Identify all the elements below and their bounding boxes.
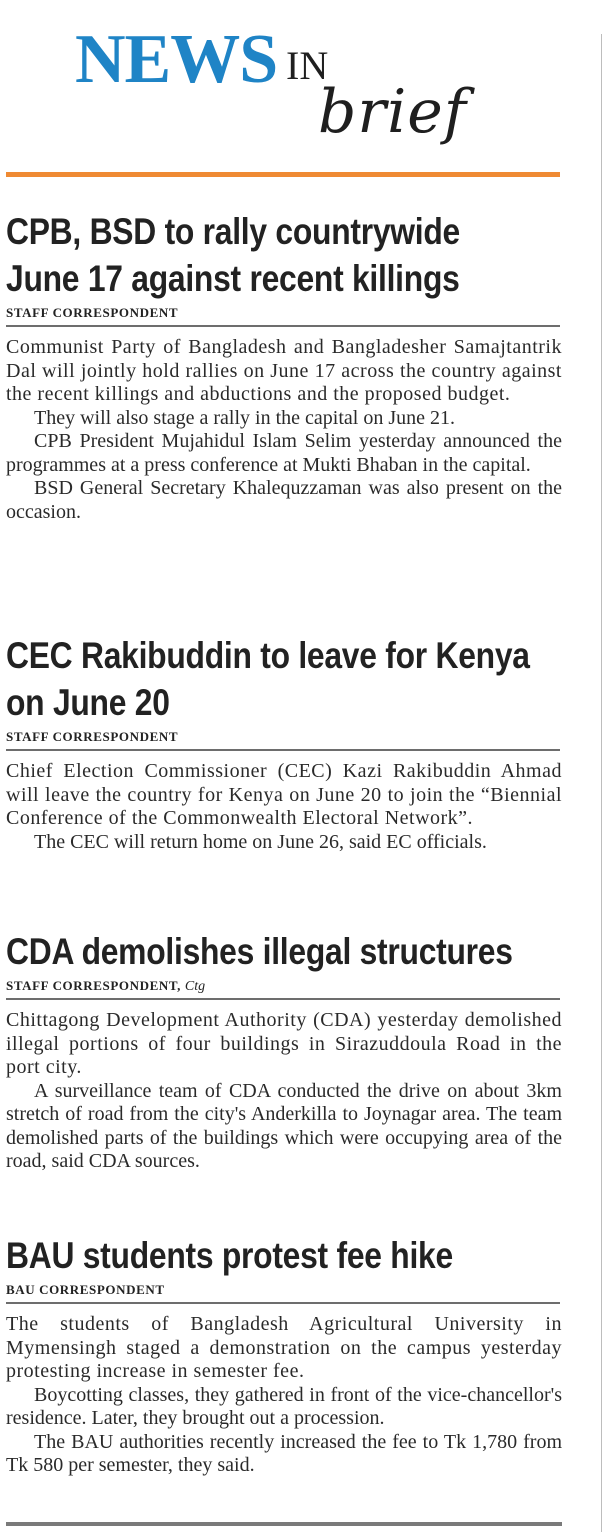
story-paragraph: Chittagong Development Authority (CDA) yesterday demolished illegal portions of four buildings in Sirazuddoula Road in the port city.: [6, 1009, 562, 1078]
story-headline: [6, 928, 561, 975]
news-in-brief-masthead: [0, 0, 590, 180]
story-headline: [6, 632, 561, 726]
story-paragraph: They will also stage a rally in the capital on June 21.: [34, 406, 455, 429]
masthead-in: IN: [286, 43, 329, 88]
story-paragraph: CPB President Mujahidul Islam Selim yesterday announced the programmes at a press conference at Mukti Bhaban in the capital.: [6, 430, 562, 476]
byline-divider: [6, 1302, 560, 1304]
story-body: [6, 1313, 562, 1478]
story-body: [6, 336, 562, 524]
byline-divider: [6, 998, 560, 1000]
column-rule: [601, 34, 602, 1532]
headline-line: CEC Rakibuddin to leave for Kenya: [6, 635, 530, 676]
story-paragraph: Chief Election Commissioner (CEC) Kazi Rakibuddin Ahmad will leave the country for Kenya on June 20 to join the “Biennial Conference of the Commonwealth Electoral Network”.: [6, 760, 562, 829]
story-paragraph: The BAU authorities recently increased the fee to Tk 1,780 from Tk 580 per semester, they said.: [6, 1430, 562, 1476]
headline-line: on June 20: [6, 682, 170, 723]
story-cec-kenya: [6, 632, 562, 854]
story-headline: [6, 1232, 561, 1279]
story-paragraph: The students of Bangladesh Agricultural University in Mymensingh staged a demonstration on the campus yesterday protesting increase in semester fee.: [6, 1313, 562, 1382]
story-paragraph: BSD General Secretary Khalequzzaman was also present on the occasion.: [6, 477, 562, 523]
story-bau-protest: [6, 1232, 562, 1478]
masthead-brief: brief: [318, 77, 467, 147]
story-cda-demolishes: [6, 928, 562, 1174]
story-paragraph: The CEC will return home on June 26, said EC officials.: [34, 830, 487, 853]
story-headline: [6, 208, 561, 302]
story-paragraph: Communist Party of Bangladesh and Bangladesher Samajtantrik Dal will jointly hold rallies on June 17 across the country against the recent killings and abductions and the proposed budget.: [6, 336, 562, 405]
story-body: [6, 1009, 562, 1174]
page-bottom-rule: [6, 1522, 562, 1526]
byline-divider: [6, 749, 560, 751]
story-byline: BAU CORRESPONDENT: [6, 1282, 165, 1297]
headline-line: CPB, BSD to rally countrywide: [6, 211, 460, 252]
headline-line: CDA demolishes illegal structures: [6, 931, 513, 972]
story-paragraph: A surveillance team of CDA conducted the drive on about 3km stretch of road from the city's Anderkilla to Joynagar area. The team demolished parts of the buildings which were occupying area of the road, said CDA sources.: [6, 1079, 562, 1172]
headline-line: June 17 against recent killings: [6, 258, 460, 299]
story-byline: STAFF CORRESPONDENT: [6, 729, 179, 744]
story-byline: [6, 976, 562, 996]
headline-line: BAU students protest fee hike: [6, 1235, 453, 1276]
masthead-divider: [6, 172, 560, 177]
story-paragraph: Boycotting classes, they gathered in front of the vice-chancellor's residence. Later, they brought out a procession.: [6, 1383, 562, 1429]
byline-place: Ctg: [184, 979, 206, 994]
masthead-news: NEWS: [75, 21, 278, 98]
story-cpb-bsd-rally: [6, 208, 562, 524]
byline-text: STAFF CORRESPONDENT,: [6, 978, 181, 993]
story-body: [6, 760, 562, 854]
byline-divider: [6, 325, 560, 327]
story-byline: STAFF CORRESPONDENT: [6, 305, 179, 320]
